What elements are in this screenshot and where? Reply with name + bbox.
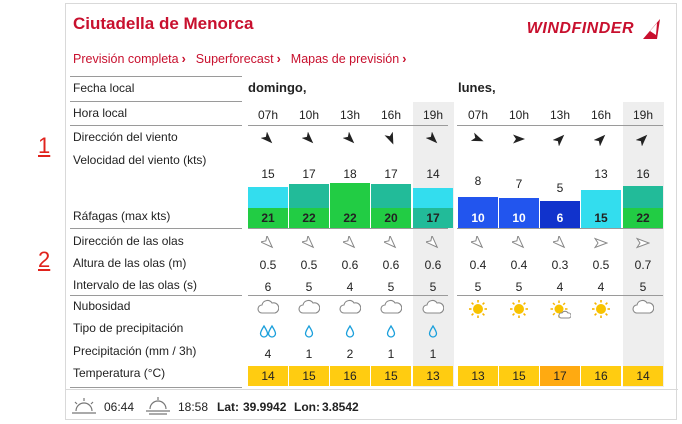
wave-height-value: 0.5 bbox=[592, 258, 610, 272]
wind-speed-value: 17 bbox=[384, 167, 398, 181]
label-hora-local: Hora local bbox=[73, 106, 128, 120]
lon-label: Lon: bbox=[294, 400, 320, 414]
marker-2: 2 bbox=[38, 247, 51, 272]
wind-speed-value: 13 bbox=[594, 167, 608, 181]
cloud-icon bbox=[330, 299, 370, 319]
wave-height-value: 0.7 bbox=[634, 258, 652, 272]
wave-height-value: 0.4 bbox=[469, 258, 487, 272]
wind-speed-value: 16 bbox=[636, 167, 650, 181]
sunrise-time: 06:44 bbox=[104, 400, 135, 414]
wave-period-value: 5 bbox=[387, 280, 395, 294]
sunrise-icon bbox=[72, 397, 96, 415]
label-direccion-olas: Dirección de las olas bbox=[73, 234, 184, 248]
lat-label: Lat: bbox=[217, 400, 239, 414]
divider bbox=[70, 228, 242, 229]
hour-cell: 07h bbox=[257, 108, 279, 122]
wind-speed-bar bbox=[289, 184, 329, 208]
rain-drop-icon bbox=[248, 324, 288, 340]
temperature-cell: 14 bbox=[623, 366, 663, 386]
wind-speed-value: 8 bbox=[474, 174, 482, 188]
forecast-widget bbox=[65, 3, 677, 420]
cloud-icon bbox=[289, 299, 329, 319]
logo-text: WINDFINDER bbox=[526, 20, 634, 37]
wind-direction-arrow-icon bbox=[248, 132, 288, 148]
temperature-cell: 17 bbox=[540, 366, 580, 386]
wind-speed-value: 5 bbox=[556, 181, 564, 195]
wave-period-value: 4 bbox=[597, 280, 605, 294]
wind-direction-arrow-icon bbox=[413, 132, 453, 148]
hour-cell: 10h bbox=[508, 108, 530, 122]
wave-height-value: 0.3 bbox=[551, 258, 569, 272]
label-direccion-viento: Dirección del viento bbox=[73, 130, 178, 144]
wind-direction-arrow-icon bbox=[540, 132, 580, 148]
annotation-markers bbox=[0, 0, 66, 424]
label-velocidad-viento: Velocidad del viento (kts) bbox=[73, 153, 207, 167]
wave-direction-arrow-icon bbox=[623, 236, 663, 252]
wave-height-value: 0.6 bbox=[341, 258, 359, 272]
cloud-icon bbox=[413, 299, 453, 319]
marker-1: 1 bbox=[38, 133, 51, 158]
wave-period-value: 5 bbox=[515, 280, 523, 294]
hour-cell: 16h bbox=[590, 108, 612, 122]
label-tipo-precipitacion: Tipo de precipitación bbox=[73, 321, 184, 335]
cloud-icon bbox=[623, 299, 663, 319]
label-altura-olas: Altura de las olas (m) bbox=[73, 256, 187, 270]
footer bbox=[66, 389, 678, 421]
divider bbox=[457, 295, 663, 296]
gust-cell: 15 bbox=[581, 208, 621, 228]
temperature-cell: 13 bbox=[413, 366, 453, 386]
wave-period-value: 4 bbox=[346, 280, 354, 294]
wind-direction-arrow-icon bbox=[499, 132, 539, 148]
wind-speed-bar bbox=[499, 198, 539, 208]
wind-speed-bar bbox=[623, 186, 663, 208]
divider bbox=[70, 101, 242, 102]
precipitation-value: 1 bbox=[387, 347, 395, 361]
wave-period-value: 5 bbox=[639, 280, 647, 294]
temperature-cell: 14 bbox=[248, 366, 288, 386]
wind-speed-bar bbox=[458, 197, 498, 208]
hour-cell: 13h bbox=[549, 108, 571, 122]
gust-cell: 17 bbox=[413, 208, 453, 228]
wind-direction-arrow-icon bbox=[581, 132, 621, 148]
gust-cell: 21 bbox=[248, 208, 288, 228]
link-mapas-prevision[interactable]: Mapas de previsión › bbox=[290, 52, 407, 66]
sunset-time: 18:58 bbox=[178, 400, 209, 414]
wave-direction-arrow-icon bbox=[413, 236, 453, 252]
wind-speed-bar bbox=[413, 188, 453, 208]
wave-height-value: 0.6 bbox=[424, 258, 442, 272]
temperature-cell: 16 bbox=[581, 366, 621, 386]
wave-height-value: 0.4 bbox=[510, 258, 528, 272]
sun-icon bbox=[499, 299, 539, 319]
hour-cell: 13h bbox=[339, 108, 361, 122]
wave-height-value: 0.5 bbox=[259, 258, 277, 272]
hour-cell: 19h bbox=[632, 108, 654, 122]
rain-drop-icon bbox=[413, 324, 453, 340]
wave-height-value: 0.5 bbox=[300, 258, 318, 272]
gust-cell: 6 bbox=[540, 208, 580, 228]
precipitation-value: 1 bbox=[305, 347, 313, 361]
wave-direction-arrow-icon bbox=[540, 236, 580, 252]
wave-direction-arrow-icon bbox=[581, 236, 621, 252]
label-fecha-local: Fecha local bbox=[73, 81, 135, 95]
label-rafagas: Ráfagas (max kts) bbox=[73, 209, 171, 223]
hour-cell: 10h bbox=[298, 108, 320, 122]
wind-speed-bar bbox=[330, 183, 370, 208]
divider bbox=[70, 76, 242, 77]
link-superforecast[interactable]: Superforecast › bbox=[195, 52, 281, 66]
rain-drop-icon bbox=[371, 324, 411, 340]
sunset-icon bbox=[146, 397, 170, 415]
location-title[interactable]: Ciutadella de Menorca bbox=[73, 14, 254, 33]
divider bbox=[457, 228, 663, 229]
divider bbox=[70, 125, 242, 126]
precipitation-value: 4 bbox=[264, 347, 272, 361]
hour-cell: 16h bbox=[380, 108, 402, 122]
temperature-cell: 15 bbox=[499, 366, 539, 386]
day-label-domingo: domingo, bbox=[248, 80, 307, 95]
gust-cell: 20 bbox=[371, 208, 411, 228]
temperature-cell: 15 bbox=[289, 366, 329, 386]
lon-value: 3.8542 bbox=[322, 400, 359, 414]
wind-speed-value: 17 bbox=[302, 167, 316, 181]
temperature-cell: 13 bbox=[458, 366, 498, 386]
divider bbox=[70, 387, 242, 388]
wind-speed-bar bbox=[371, 184, 411, 208]
label-nubosidad: Nubosidad bbox=[73, 299, 131, 313]
divider bbox=[248, 295, 448, 296]
day-label-lunes: lunes, bbox=[458, 80, 496, 95]
sun-cloud-icon bbox=[540, 299, 580, 319]
precipitation-value: 2 bbox=[346, 347, 354, 361]
forecast-table bbox=[66, 4, 678, 421]
wind-speed-value: 15 bbox=[261, 167, 275, 181]
label-intervalo-olas: Intervalo de las olas (s) bbox=[73, 278, 198, 292]
gust-cell: 22 bbox=[289, 208, 329, 228]
wind-direction-arrow-icon bbox=[623, 132, 663, 148]
gust-cell: 10 bbox=[499, 208, 539, 228]
hour-cell: 07h bbox=[467, 108, 489, 122]
wave-direction-arrow-icon bbox=[289, 236, 329, 252]
rain-drop-icon bbox=[289, 324, 329, 340]
link-prevision-completa[interactable]: Previsión completa › bbox=[73, 52, 186, 66]
wind-direction-arrow-icon bbox=[289, 132, 329, 148]
wave-direction-arrow-icon bbox=[330, 236, 370, 252]
wind-speed-value: 14 bbox=[426, 167, 440, 181]
gust-cell: 22 bbox=[330, 208, 370, 228]
temperature-cell: 16 bbox=[330, 366, 370, 386]
wind-speed-value: 7 bbox=[515, 177, 523, 191]
cloud-icon bbox=[371, 299, 411, 319]
wave-period-value: 5 bbox=[474, 280, 482, 294]
divider bbox=[70, 295, 242, 296]
wave-direction-arrow-icon bbox=[499, 236, 539, 252]
wave-period-value: 4 bbox=[556, 280, 564, 294]
wind-speed-bar bbox=[248, 187, 288, 208]
divider bbox=[248, 125, 448, 126]
label-precipitacion: Precipitación (mm / 3h) bbox=[73, 344, 197, 358]
sun-icon bbox=[581, 299, 621, 319]
wind-direction-arrow-icon bbox=[330, 132, 370, 148]
wind-direction-arrow-icon bbox=[371, 132, 411, 148]
divider bbox=[248, 228, 448, 229]
sun-icon bbox=[458, 299, 498, 319]
wave-direction-arrow-icon bbox=[248, 236, 288, 252]
lat-value: 39.9942 bbox=[243, 400, 287, 414]
gust-cell: 22 bbox=[623, 208, 663, 228]
temperature-cell: 15 bbox=[371, 366, 411, 386]
wind-speed-value: 18 bbox=[343, 167, 357, 181]
wave-period-value: 5 bbox=[429, 280, 437, 294]
wind-speed-bar bbox=[540, 201, 580, 208]
hour-cell: 19h bbox=[422, 108, 444, 122]
wave-period-value: 5 bbox=[305, 280, 313, 294]
gust-cell: 10 bbox=[458, 208, 498, 228]
wave-direction-arrow-icon bbox=[371, 236, 411, 252]
label-temperatura: Temperatura (°C) bbox=[73, 366, 166, 380]
wave-period-value: 6 bbox=[264, 280, 272, 294]
wave-height-value: 0.6 bbox=[382, 258, 400, 272]
wave-direction-arrow-icon bbox=[458, 236, 498, 252]
wind-speed-bar bbox=[581, 190, 621, 208]
divider bbox=[457, 125, 663, 126]
rain-drop-icon bbox=[330, 324, 370, 340]
wind-direction-arrow-icon bbox=[458, 132, 498, 148]
precipitation-value: 1 bbox=[429, 347, 437, 361]
cloud-icon bbox=[248, 299, 288, 319]
